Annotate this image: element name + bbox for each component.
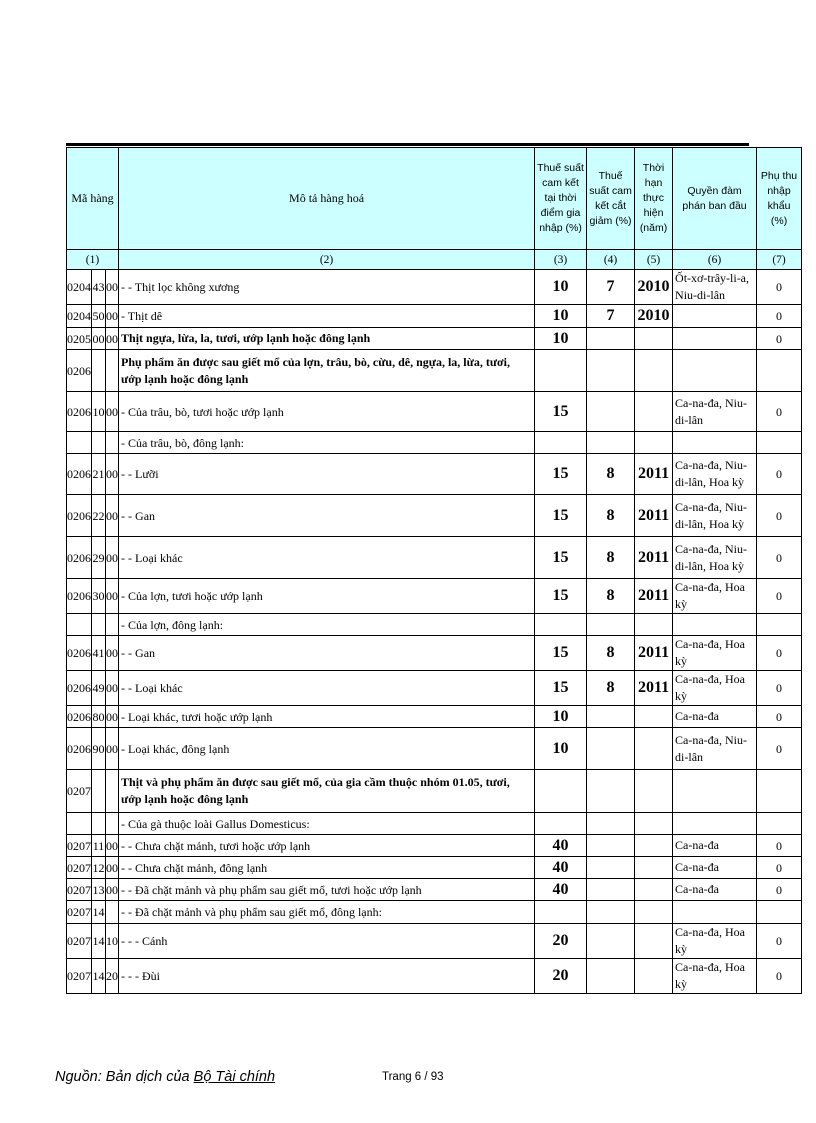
import-surcharge [757, 770, 802, 813]
code-heading: 21 [92, 454, 106, 495]
code-sub: 00 [106, 728, 119, 770]
description: - - Loại khác [119, 671, 535, 706]
implementation-year [635, 901, 673, 924]
table-row [67, 924, 802, 959]
negotiating-rights: Ca-na-đa, Niu-di-lân, Hoa kỳ [673, 454, 757, 495]
negotiating-rights [673, 432, 757, 454]
implementation-year: 2010 [635, 270, 673, 305]
code-chapter: 0206 [67, 495, 92, 537]
code-heading: 49 [92, 671, 106, 706]
rate-final [587, 835, 635, 857]
code-chapter: 0207 [67, 901, 92, 924]
rate-accession [535, 813, 587, 835]
negotiating-rights [673, 614, 757, 636]
implementation-year: 2011 [635, 636, 673, 671]
code-sub: 00 [106, 879, 119, 901]
description: - - Thịt lọc không xương [119, 270, 535, 305]
implementation-year [635, 614, 673, 636]
table-row [67, 835, 802, 857]
rate-final [587, 959, 635, 994]
rate-accession [535, 770, 587, 813]
header-col5: Thời hạn thực hiện (năm) [635, 148, 673, 250]
code-sub: 00 [106, 328, 119, 350]
table-row [67, 813, 802, 835]
table-row [67, 495, 802, 537]
code-heading: 41 [92, 636, 106, 671]
import-surcharge: 0 [757, 959, 802, 994]
rate-accession: 10 [535, 328, 587, 350]
negotiating-rights: Ca-na-đa, Niu-di-lân, Hoa kỳ [673, 537, 757, 579]
table-row [67, 328, 802, 350]
negotiating-rights: Ốt-xơ-trây-li-a, Niu-di-lân [673, 270, 757, 305]
header-col3: Thuế suất cam kết tại thời điểm gia nhập (%) [535, 148, 587, 250]
description: - Thịt dê [119, 305, 535, 328]
code-sub: 00 [106, 537, 119, 579]
code-sub: 00 [106, 706, 119, 728]
rate-accession [535, 350, 587, 392]
implementation-year [635, 879, 673, 901]
code-sub: 10 [106, 924, 119, 959]
import-surcharge [757, 614, 802, 636]
rate-accession [535, 432, 587, 454]
code-sub [106, 813, 119, 835]
description: - Loại khác, đông lạnh [119, 728, 535, 770]
footer-source [55, 1069, 275, 1085]
rate-accession: 15 [535, 579, 587, 614]
header-col7: Phụ thu nhập khẩu (%) [757, 148, 802, 250]
rate-final [587, 879, 635, 901]
code-chapter: 0206 [67, 636, 92, 671]
description: - - Gan [119, 636, 535, 671]
code-heading: 29 [92, 537, 106, 579]
description: - - Chưa chặt mảnh, đông lạnh [119, 857, 535, 879]
rate-accession: 10 [535, 270, 587, 305]
code-heading: 30 [92, 579, 106, 614]
code-chapter: 0206 [67, 392, 92, 432]
import-surcharge: 0 [757, 924, 802, 959]
code-chapter: 0207 [67, 770, 92, 813]
code-heading: 14 [92, 924, 106, 959]
code-chapter [67, 813, 92, 835]
col-number: (5) [635, 250, 673, 270]
rate-final [587, 901, 635, 924]
code-sub: 00 [106, 392, 119, 432]
code-sub: 20 [106, 959, 119, 994]
description: - - Đã chặt mảnh và phụ phẩm sau giết mổ, tươi hoặc ướp lạnh [119, 879, 535, 901]
implementation-year [635, 835, 673, 857]
rate-accession: 40 [535, 879, 587, 901]
rate-accession: 15 [535, 537, 587, 579]
code-chapter: 0204 [67, 305, 92, 328]
rate-final: 7 [587, 305, 635, 328]
import-surcharge: 0 [757, 495, 802, 537]
code-sub: 00 [106, 579, 119, 614]
import-surcharge: 0 [757, 879, 802, 901]
rate-accession: 20 [535, 959, 587, 994]
import-surcharge: 0 [757, 579, 802, 614]
negotiating-rights: Ca-na-đa, Hoa kỳ [673, 579, 757, 614]
import-surcharge: 0 [757, 305, 802, 328]
import-surcharge: 0 [757, 728, 802, 770]
rate-final [587, 770, 635, 813]
import-surcharge: 0 [757, 671, 802, 706]
table-row [67, 305, 802, 328]
rate-final [587, 728, 635, 770]
code-chapter [67, 432, 92, 454]
rate-final: 8 [587, 579, 635, 614]
negotiating-rights [673, 305, 757, 328]
description: - Của trâu, bò, đông lạnh: [119, 432, 535, 454]
negotiating-rights: Ca-na-đa [673, 879, 757, 901]
negotiating-rights [673, 770, 757, 813]
implementation-year [635, 770, 673, 813]
description: - - - Đùi [119, 959, 535, 994]
rate-final [587, 924, 635, 959]
implementation-year [635, 813, 673, 835]
code-sub [106, 350, 119, 392]
implementation-year: 2011 [635, 537, 673, 579]
code-heading: 14 [92, 901, 106, 924]
code-chapter: 0207 [67, 857, 92, 879]
table-row [67, 454, 802, 495]
implementation-year [635, 959, 673, 994]
table-top-rule [66, 143, 749, 146]
code-chapter: 0207 [67, 924, 92, 959]
rate-final: 8 [587, 671, 635, 706]
code-chapter: 0207 [67, 879, 92, 901]
import-surcharge: 0 [757, 328, 802, 350]
implementation-year: 2011 [635, 579, 673, 614]
table-row [67, 728, 802, 770]
code-heading: 43 [92, 270, 106, 305]
table-row [67, 671, 802, 706]
header-row [67, 148, 802, 250]
code-heading [92, 350, 106, 392]
import-surcharge: 0 [757, 706, 802, 728]
table-row [67, 901, 802, 924]
implementation-year: 2011 [635, 671, 673, 706]
implementation-year: 2010 [635, 305, 673, 328]
code-chapter: 0206 [67, 671, 92, 706]
import-surcharge: 0 [757, 537, 802, 579]
table-row [67, 706, 802, 728]
import-surcharge [757, 350, 802, 392]
implementation-year [635, 924, 673, 959]
negotiating-rights: Ca-na-đa, Hoa kỳ [673, 636, 757, 671]
code-chapter: 0207 [67, 959, 92, 994]
negotiating-rights: Ca-na-đa [673, 857, 757, 879]
implementation-year [635, 328, 673, 350]
description: Thịt ngựa, lừa, la, tươi, ướp lạnh hoặc đông lạnh [119, 328, 535, 350]
table-row [67, 614, 802, 636]
code-sub: 00 [106, 857, 119, 879]
description: - - - Cánh [119, 924, 535, 959]
code-chapter [67, 614, 92, 636]
code-heading [92, 432, 106, 454]
description: - Của lợn, đông lạnh: [119, 614, 535, 636]
implementation-year: 2011 [635, 495, 673, 537]
negotiating-rights [673, 350, 757, 392]
code-heading: 11 [92, 835, 106, 857]
negotiating-rights: Ca-na-đa, Hoa kỳ [673, 671, 757, 706]
rate-accession: 15 [535, 392, 587, 432]
import-surcharge: 0 [757, 835, 802, 857]
col-number: (1) [67, 250, 119, 270]
description: - Của gà thuộc loài Gallus Domesticus: [119, 813, 535, 835]
code-heading: 22 [92, 495, 106, 537]
negotiating-rights [673, 813, 757, 835]
rate-accession: 15 [535, 495, 587, 537]
table-row [67, 579, 802, 614]
code-heading: 12 [92, 857, 106, 879]
code-sub [106, 770, 119, 813]
code-heading: 90 [92, 728, 106, 770]
implementation-year: 2011 [635, 454, 673, 495]
code-chapter: 0206 [67, 579, 92, 614]
code-sub: 00 [106, 495, 119, 537]
rate-final [587, 392, 635, 432]
description: Thịt và phụ phẩm ăn được sau giết mổ, của gia cầm thuộc nhóm 01.05, tươi, ướp lạnh hoặc đông lạnh [119, 770, 535, 813]
rate-accession: 15 [535, 454, 587, 495]
page-number: Trang 6 / 93 [382, 1071, 444, 1083]
import-surcharge: 0 [757, 636, 802, 671]
rate-final [587, 432, 635, 454]
code-chapter: 0205 [67, 328, 92, 350]
header-col6: Quyền đàm phán ban đầu [673, 148, 757, 250]
description: - - Chưa chặt mảnh, tươi hoặc ướp lạnh [119, 835, 535, 857]
code-heading [92, 614, 106, 636]
code-chapter: 0204 [67, 270, 92, 305]
rate-final [587, 857, 635, 879]
rate-accession: 15 [535, 636, 587, 671]
table-row [67, 270, 802, 305]
code-chapter: 0206 [67, 706, 92, 728]
code-heading: 14 [92, 959, 106, 994]
table-row [67, 636, 802, 671]
code-sub: 00 [106, 636, 119, 671]
import-surcharge: 0 [757, 857, 802, 879]
negotiating-rights: Ca-na-đa, Niu-di-lân, Hoa kỳ [673, 495, 757, 537]
description: - - Đã chặt mảnh và phụ phẩm sau giết mổ, đông lạnh: [119, 901, 535, 924]
rate-final [587, 328, 635, 350]
col-number: (2) [119, 250, 535, 270]
description: - - Loại khác [119, 537, 535, 579]
table-row [67, 432, 802, 454]
rate-final: 8 [587, 636, 635, 671]
implementation-year [635, 350, 673, 392]
rate-accession [535, 901, 587, 924]
code-sub: 00 [106, 671, 119, 706]
rate-accession: 15 [535, 671, 587, 706]
negotiating-rights [673, 901, 757, 924]
table-row [67, 857, 802, 879]
code-heading: 80 [92, 706, 106, 728]
header-col4: Thuế suất cam kết cắt giảm (%) [587, 148, 635, 250]
rate-accession: 40 [535, 857, 587, 879]
description: - - Lưỡi [119, 454, 535, 495]
code-sub: 00 [106, 270, 119, 305]
rate-final [587, 350, 635, 392]
table-row [67, 350, 802, 392]
rate-final [587, 614, 635, 636]
header-mo-ta: Mô tả hàng hoá [119, 148, 535, 250]
code-chapter: 0206 [67, 454, 92, 495]
col-number: (4) [587, 250, 635, 270]
table-row [67, 392, 802, 432]
code-sub [106, 614, 119, 636]
description: - Của lợn, tươi hoặc ướp lạnh [119, 579, 535, 614]
code-sub: 00 [106, 305, 119, 328]
rate-final: 8 [587, 495, 635, 537]
code-heading [92, 813, 106, 835]
rate-final: 8 [587, 454, 635, 495]
import-surcharge [757, 813, 802, 835]
col-number: (3) [535, 250, 587, 270]
description: - - Gan [119, 495, 535, 537]
rate-final [587, 706, 635, 728]
footer-source-prefix: Nguồn: Bản dịch của [55, 1069, 194, 1085]
rate-final: 7 [587, 270, 635, 305]
table-row [67, 879, 802, 901]
tariff-table [66, 147, 802, 994]
import-surcharge: 0 [757, 392, 802, 432]
rate-accession: 10 [535, 305, 587, 328]
code-chapter: 0207 [67, 835, 92, 857]
code-heading [92, 770, 106, 813]
table-row [67, 770, 802, 813]
header-ma-hang: Mã hàng [67, 148, 119, 250]
import-surcharge: 0 [757, 270, 802, 305]
import-surcharge: 0 [757, 454, 802, 495]
rate-accession: 10 [535, 706, 587, 728]
code-chapter: 0206 [67, 728, 92, 770]
table-row [67, 959, 802, 994]
code-chapter: 0206 [67, 350, 92, 392]
implementation-year [635, 706, 673, 728]
implementation-year [635, 392, 673, 432]
code-chapter: 0206 [67, 537, 92, 579]
negotiating-rights: Ca-na-đa, Hoa kỳ [673, 959, 757, 994]
code-heading: 13 [92, 879, 106, 901]
description: - Loại khác, tươi hoặc ướp lạnh [119, 706, 535, 728]
code-sub: 00 [106, 454, 119, 495]
code-heading: 50 [92, 305, 106, 328]
rate-final: 8 [587, 537, 635, 579]
rate-accession: 20 [535, 924, 587, 959]
rate-accession: 10 [535, 728, 587, 770]
negotiating-rights: Ca-na-đa, Hoa kỳ [673, 924, 757, 959]
import-surcharge [757, 901, 802, 924]
table-row [67, 537, 802, 579]
code-sub: 00 [106, 835, 119, 857]
rate-final [587, 813, 635, 835]
negotiating-rights: Ca-na-đa, Niu-di-lân [673, 728, 757, 770]
rate-accession: 40 [535, 835, 587, 857]
rate-accession [535, 614, 587, 636]
import-surcharge [757, 432, 802, 454]
col-number: (7) [757, 250, 802, 270]
code-heading: 00 [92, 328, 106, 350]
implementation-year [635, 857, 673, 879]
description: Phụ phẩm ăn được sau giết mổ của lợn, trâu, bò, cừu, dê, ngựa, la, lừa, tươi, ướp lạnh hoặc đông lạnh [119, 350, 535, 392]
negotiating-rights [673, 328, 757, 350]
negotiating-rights: Ca-na-đa, Niu-di-lân [673, 392, 757, 432]
code-heading: 10 [92, 392, 106, 432]
negotiating-rights: Ca-na-đa [673, 706, 757, 728]
code-sub [106, 432, 119, 454]
description: - Của trâu, bò, tươi hoặc ướp lạnh [119, 392, 535, 432]
code-sub [106, 901, 119, 924]
implementation-year [635, 728, 673, 770]
implementation-year [635, 432, 673, 454]
col-number: (6) [673, 250, 757, 270]
column-number-row [67, 250, 802, 270]
negotiating-rights: Ca-na-đa [673, 835, 757, 857]
footer-source-org[interactable]: Bộ Tài chính [193, 1069, 276, 1085]
